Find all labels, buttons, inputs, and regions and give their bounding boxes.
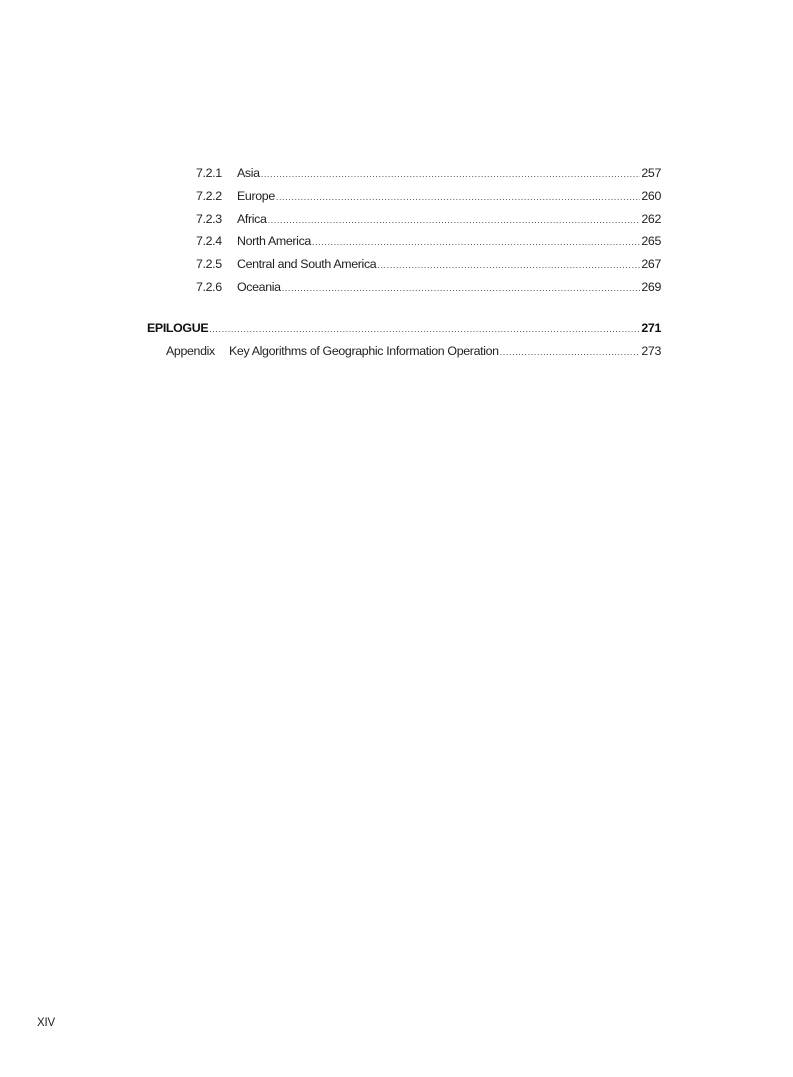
section-title: Europe: [237, 189, 275, 203]
toc-entry-7-2-1[interactable]: [196, 165, 661, 181]
page-number: 257: [641, 166, 661, 180]
toc-entry-7-2-6[interactable]: [196, 279, 661, 295]
dot-leader: [276, 189, 641, 205]
dot-leader: [268, 212, 641, 228]
section-number: 7.2.2: [196, 189, 222, 203]
dot-leader: [377, 257, 640, 273]
dot-leader: [312, 234, 640, 250]
section-title: Central and South America: [237, 257, 377, 271]
dot-leader: [282, 280, 641, 296]
toc-entry-epilogue[interactable]: [147, 320, 661, 336]
page-number: 262: [641, 212, 661, 226]
section-title: Asia: [237, 166, 260, 180]
section-title: Africa: [237, 212, 267, 226]
appendix-title: Key Algorithms of Geographic Information Operation: [229, 344, 499, 358]
page-number: 265: [641, 234, 661, 248]
section-number: 7.2.4: [196, 234, 222, 248]
toc-entry-appendix[interactable]: [166, 343, 661, 359]
dot-leader: [261, 166, 641, 182]
page-number: 271: [641, 321, 661, 335]
appendix-label: Appendix: [166, 344, 215, 358]
dot-leader: [209, 321, 640, 337]
page-number: 260: [641, 189, 661, 203]
page-number: 269: [641, 280, 661, 294]
toc-entry-7-2-2[interactable]: [196, 188, 661, 204]
section-number: 7.2.6: [196, 280, 222, 294]
page-number: 273: [641, 344, 661, 358]
toc-entry-7-2-4[interactable]: [196, 233, 661, 249]
dot-leader: [500, 344, 641, 360]
section-number: 7.2.1: [196, 166, 222, 180]
toc-entry-7-2-5[interactable]: [196, 256, 661, 272]
section-number: 7.2.5: [196, 257, 222, 271]
page-number: 267: [641, 257, 661, 271]
section-title: North America: [237, 234, 311, 248]
page-folio: XIV: [37, 1017, 55, 1029]
section-title: Oceania: [237, 280, 281, 294]
chapter-title: EPILOGUE: [147, 321, 209, 335]
toc-entry-7-2-3[interactable]: [196, 211, 661, 227]
section-number: 7.2.3: [196, 212, 222, 226]
